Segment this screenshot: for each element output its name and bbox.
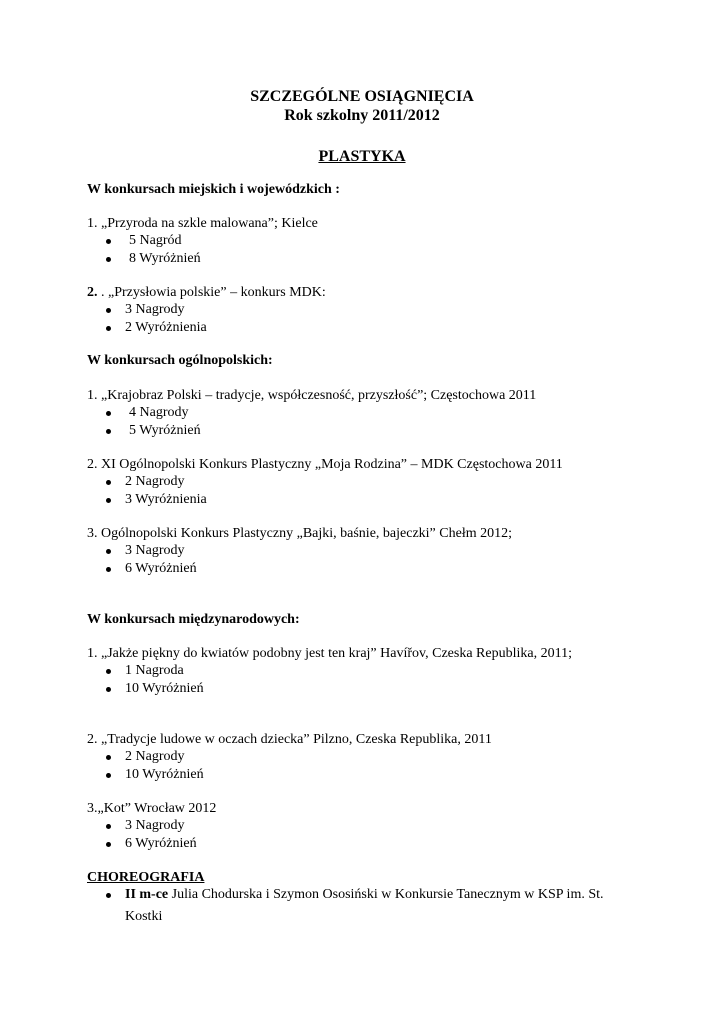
- bullet-icon: [106, 842, 111, 847]
- contest-label: 3.„Kot” Wrocław 2012: [87, 801, 217, 816]
- list-item: 6 Wyróżnień: [125, 836, 197, 851]
- list-item: 8 Wyróżnień: [129, 251, 201, 266]
- list-item-continuation: Kostki: [125, 909, 163, 924]
- bullet-icon: [106, 755, 111, 760]
- contest-label: 1. „Jakże piękny do kwiatów podobny jest ten kraj” Havířov, Czeska Republika, 2011;: [87, 646, 572, 661]
- bullet-icon: [106, 480, 111, 485]
- list-item: 1 Nagroda: [125, 663, 184, 678]
- placement-text: Julia Chodurska i Szymon Ososiński w Konkursie Tanecznym w KSP im. St.: [168, 887, 604, 902]
- placement-label: II m-ce: [125, 887, 169, 902]
- bullet-icon: [106, 411, 111, 416]
- contest-label: 1. „Przyroda na szkle malowana”; Kielce: [87, 216, 318, 231]
- bullet-icon: [106, 326, 111, 331]
- list-item: 4 Nagrody: [129, 405, 189, 420]
- list-item: [125, 886, 604, 904]
- group-heading-national: W konkursach ogólnopolskich:: [87, 353, 273, 368]
- bullet-icon: [106, 669, 111, 674]
- list-item: 5 Wyróżnień: [129, 423, 201, 438]
- bullet-icon: [106, 429, 111, 434]
- bullet-icon: [106, 687, 111, 692]
- contest-number: 2.: [87, 285, 98, 300]
- document-subtitle: Rok szkolny 2011/2012: [284, 107, 440, 124]
- list-item: 5 Nagród: [129, 233, 182, 248]
- list-item: 2 Wyróżnienia: [125, 320, 207, 335]
- list-item: 3 Nagrody: [125, 543, 185, 558]
- bullet-icon: [106, 567, 111, 572]
- contest-text: . „Przysłowia polskie” – konkurs MDK:: [97, 285, 326, 300]
- list-item: 10 Wyróżnień: [125, 681, 204, 696]
- bullet-icon: [106, 498, 111, 503]
- bullet-icon: [106, 824, 111, 829]
- contest-label: 1. „Krajobraz Polski – tradycje, współczesność, przyszłość”; Częstochowa 2011: [87, 388, 537, 403]
- contest-label: 2. XI Ogólnopolski Konkurs Plastyczny „Moja Rodzina” – MDK Częstochowa 2011: [87, 457, 563, 472]
- group-heading-international: W konkursach międzynarodowych:: [87, 612, 300, 627]
- section-heading-choreografia: CHOREOGRAFIA: [87, 870, 205, 885]
- bullet-icon: [106, 257, 111, 262]
- bullet-icon: [106, 239, 111, 244]
- bullet-icon: [106, 773, 111, 778]
- list-item: 2 Nagrody: [125, 749, 185, 764]
- list-item: 3 Nagrody: [125, 302, 185, 317]
- list-item: 6 Wyróżnień: [125, 561, 197, 576]
- document-title: SZCZEGÓLNE OSIĄGNIĘCIA: [250, 88, 474, 105]
- bullet-icon: [106, 308, 111, 313]
- contest-label: 2. „Tradycje ludowe w oczach dziecka” Pilzno, Czeska Republika, 2011: [87, 732, 492, 747]
- group-heading-local: W konkursach miejskich i wojewódzkich :: [87, 182, 340, 197]
- contest-label: [87, 284, 326, 302]
- list-item: 3 Wyróżnienia: [125, 492, 207, 507]
- list-item: 2 Nagrody: [125, 474, 185, 489]
- contest-label: 3. Ogólnopolski Konkurs Plastyczny „Bajki, baśnie, bajeczki” Chełm 2012;: [87, 526, 512, 541]
- section-heading-plastyka: PLASTYKA: [318, 148, 406, 165]
- bullet-icon: [106, 893, 111, 898]
- list-item: 10 Wyróżnień: [125, 767, 204, 782]
- list-item: 3 Nagrody: [125, 818, 185, 833]
- bullet-icon: [106, 549, 111, 554]
